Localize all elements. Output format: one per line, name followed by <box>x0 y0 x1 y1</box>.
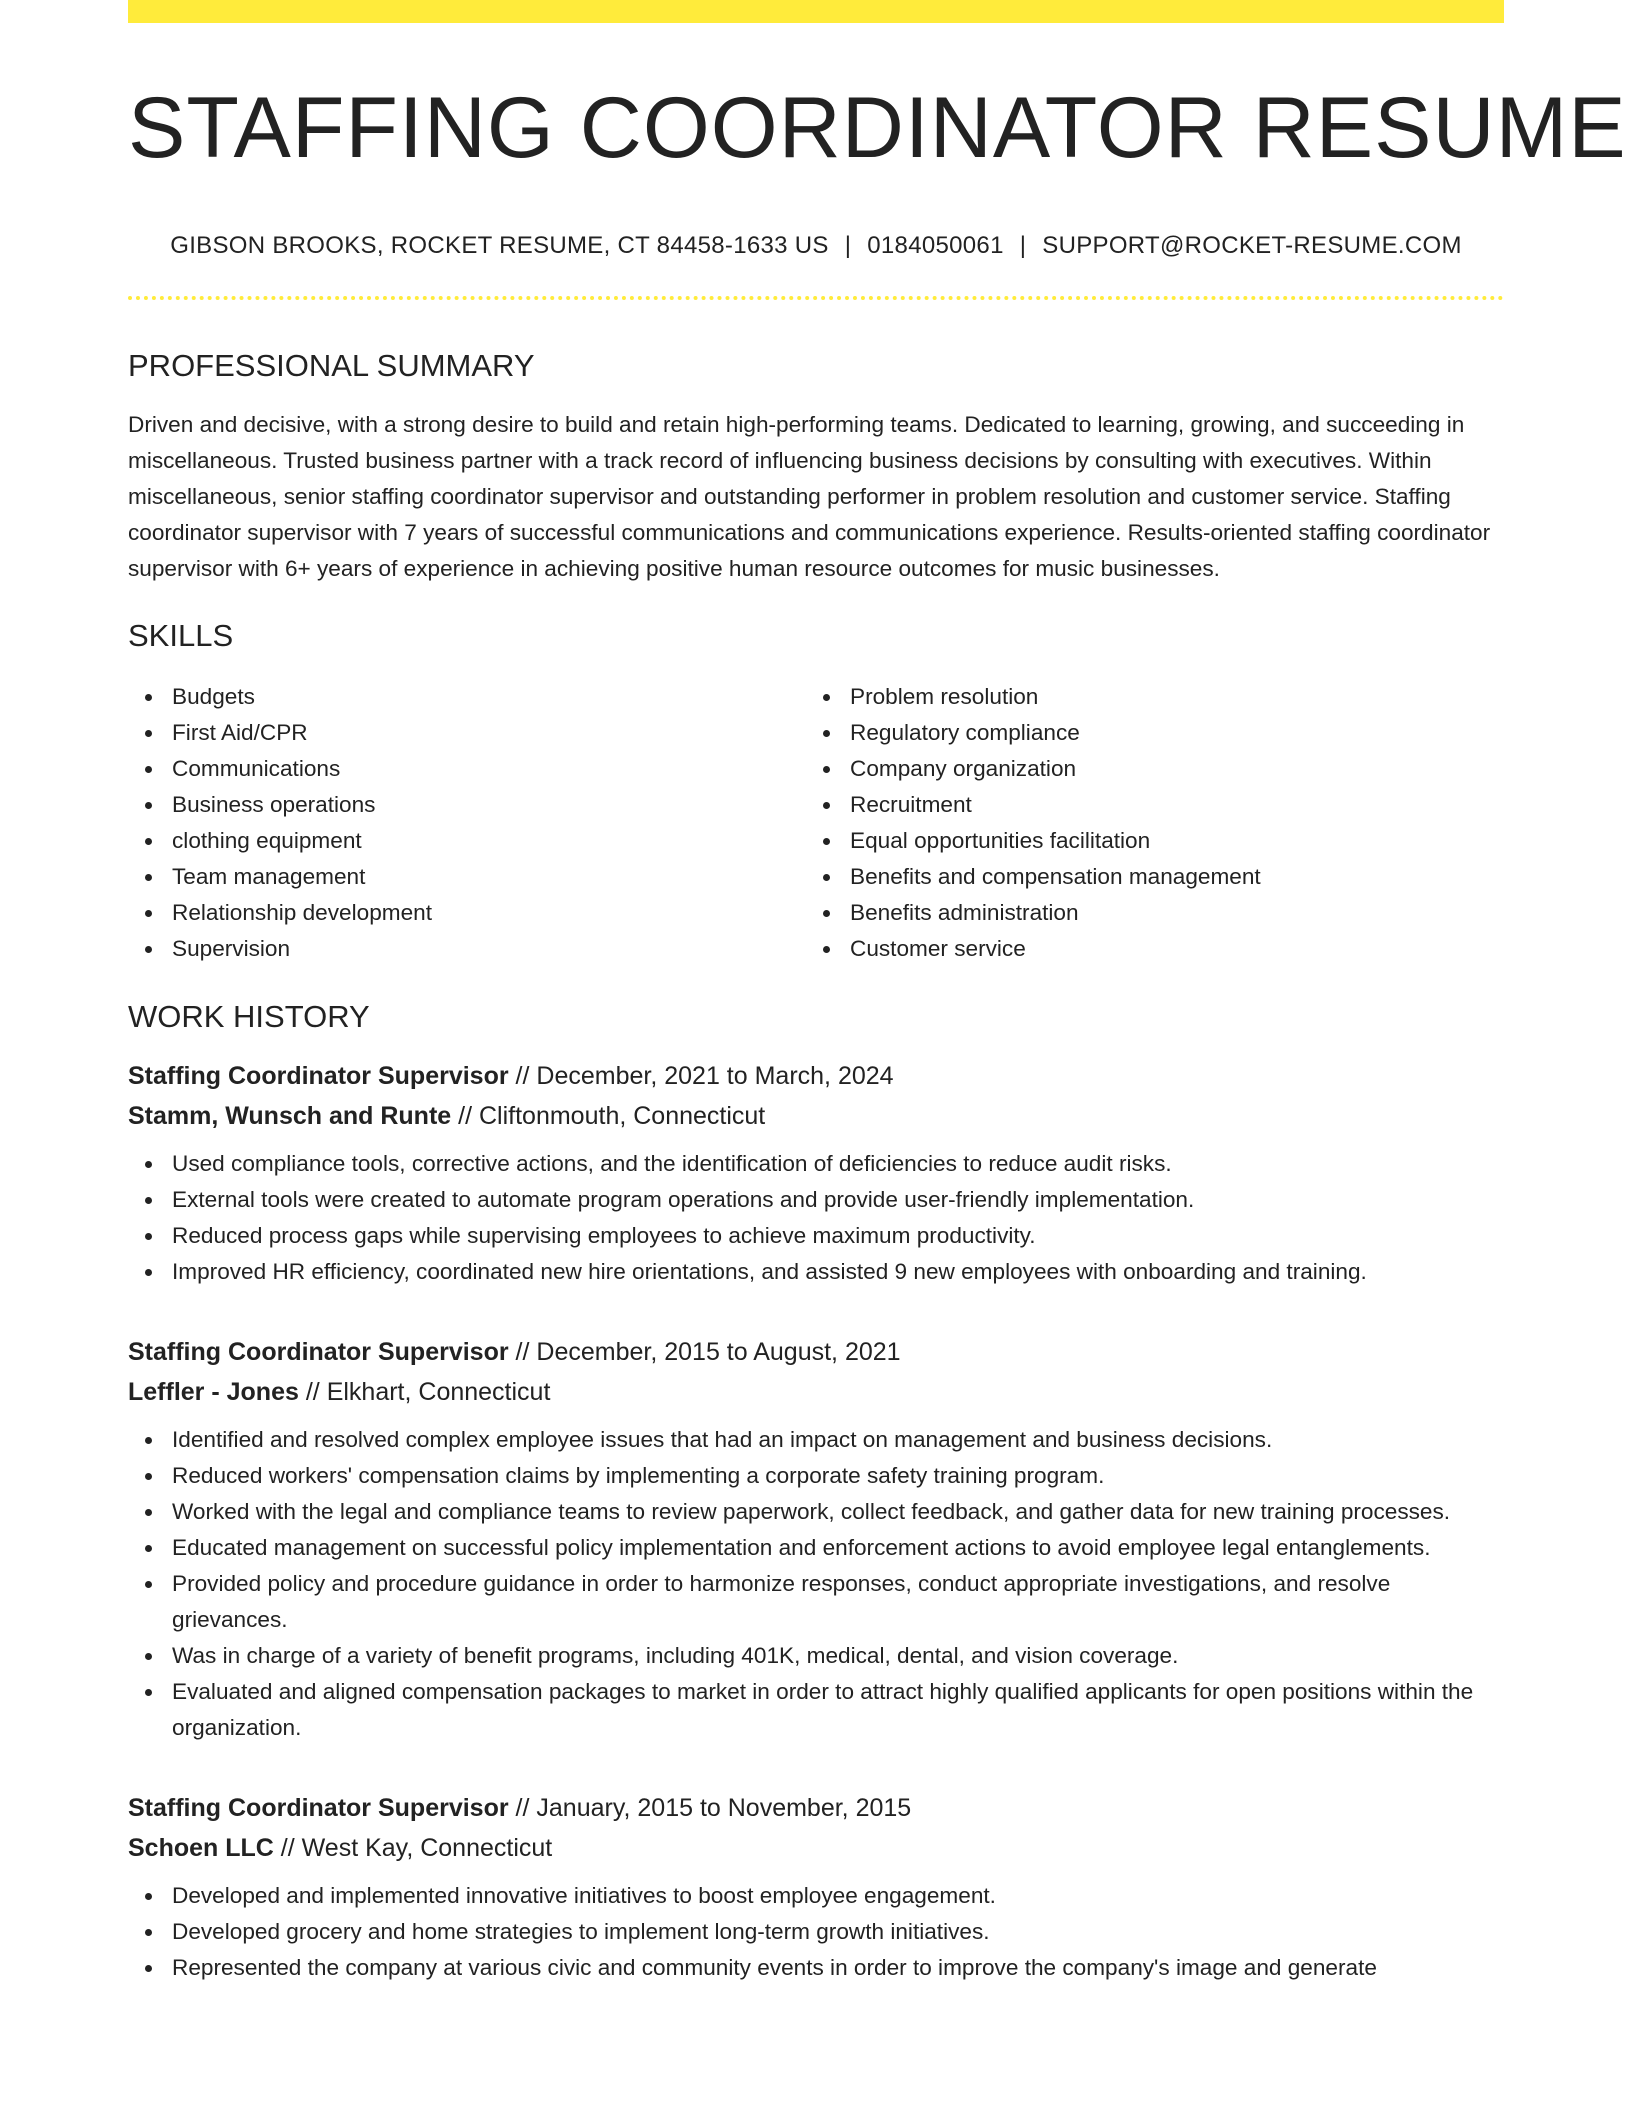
job-separator: // <box>515 1794 530 1822</box>
summary-heading: PROFESSIONAL SUMMARY <box>128 348 535 383</box>
job-bullets <box>128 1146 1504 1290</box>
contact-line <box>128 232 1504 260</box>
job-location: Cliftonmouth, Connecticut <box>479 1102 766 1130</box>
skill-item: Communications <box>128 751 806 787</box>
skill-item: Regulatory compliance <box>806 715 1484 751</box>
skill-item: Business operations <box>128 787 806 823</box>
job-bullet: Identified and resolved complex employee issues that had an impact on management and business decisions. <box>128 1422 1504 1458</box>
job-bullet: External tools were created to automate program operations and provide user-friendly implementation. <box>128 1182 1504 1218</box>
skill-item: Customer service <box>806 931 1484 967</box>
job-company-line <box>128 1372 1504 1412</box>
skill-item: First Aid/CPR <box>128 715 806 751</box>
skill-item: Company organization <box>806 751 1484 787</box>
job-bullet: Was in charge of a variety of benefit programs, including 401K, medical, dental, and vision coverage. <box>128 1638 1504 1674</box>
job-bullet: Reduced process gaps while supervising employees to achieve maximum productivity. <box>128 1218 1504 1254</box>
job-company-line <box>128 1828 1504 1868</box>
skill-item: Problem resolution <box>806 679 1484 715</box>
resume-title: STAFFING COORDINATOR RESUME <box>128 80 1627 176</box>
skill-item: clothing equipment <box>128 823 806 859</box>
job-bullet: Developed grocery and home strategies to implement long-term growth initiatives. <box>128 1914 1504 1950</box>
job-bullets <box>128 1878 1504 1986</box>
job-location: Elkhart, Connecticut <box>326 1378 551 1406</box>
job-bullet: Worked with the legal and compliance teams to review paperwork, collect feedback, and gather data for new training processes. <box>128 1494 1504 1530</box>
job-bullet: Improved HR efficiency, coordinated new hire orientations, and assisted 9 new employees with onboarding and training. <box>128 1254 1504 1290</box>
job-title: Staffing Coordinator Supervisor <box>128 1794 509 1822</box>
job-company-line <box>128 1096 1504 1136</box>
job-bullet: Evaluated and aligned compensation packages to market in order to attract highly qualified applicants for open positions within the organization. <box>128 1674 1504 1746</box>
job-entry <box>128 1056 1504 1290</box>
skill-item: Benefits and compensation management <box>806 859 1484 895</box>
resume-page <box>128 0 1627 1986</box>
job-separator: // <box>305 1378 320 1406</box>
job-title-line <box>128 1056 1504 1096</box>
skill-item: Budgets <box>128 679 806 715</box>
job-dates: January, 2015 to November, 2015 <box>536 1794 912 1822</box>
job-bullets <box>128 1422 1504 1746</box>
job-separator: // <box>458 1102 473 1130</box>
job-bullet: Educated management on successful policy implementation and enforcement actions to avoid employee legal entanglements. <box>128 1530 1504 1566</box>
skill-item: Benefits administration <box>806 895 1484 931</box>
job-title: Staffing Coordinator Supervisor <box>128 1338 509 1366</box>
skills-column-left <box>128 679 806 967</box>
job-dates: December, 2015 to August, 2021 <box>536 1338 901 1366</box>
skill-item: Recruitment <box>806 787 1484 823</box>
summary-text: Driven and decisive, with a strong desire to build and retain high-performing teams. Dedicated to learning, growing, and succeeding in miscellaneous. Trusted business partner with a track record of influencing business decisions by consulting with executives. Within miscellaneous, senior staffing coordinator supervisor and outstanding performer in problem resolution and customer service. Staffing coordinator supervisor with 7 years of successful communications and communications experience. Results-oriented staffing coordinator supervisor with 6+ years of experience in achieving positive human resource outcomes for music businesses. <box>128 412 1491 581</box>
contact-email: SUPPORT@ROCKET-RESUME.COM <box>1042 232 1462 259</box>
contact-separator: | <box>1019 232 1027 259</box>
skills-list <box>128 679 1504 967</box>
job-bullet: Developed and implemented innovative initiatives to boost employee engagement. <box>128 1878 1504 1914</box>
contact-address: GIBSON BROOKS, ROCKET RESUME, CT 84458-1633 US <box>170 232 829 259</box>
work-history-heading: WORK HISTORY <box>128 999 370 1034</box>
job-separator: // <box>280 1834 295 1862</box>
job-bullet: Represented the company at various civic and community events in order to improve the company's image and generate <box>128 1950 1504 1986</box>
job-entry <box>128 1788 1504 1986</box>
job-separator: // <box>515 1338 530 1366</box>
job-title: Staffing Coordinator Supervisor <box>128 1062 509 1090</box>
skills-heading: SKILLS <box>128 618 234 653</box>
accent-top-bar <box>128 0 1504 23</box>
skills-column-right <box>806 679 1484 967</box>
job-company: Leffler - Jones <box>128 1378 299 1406</box>
job-company: Schoen LLC <box>128 1834 274 1862</box>
job-company: Stamm, Wunsch and Runte <box>128 1102 452 1130</box>
contact-separator: | <box>844 232 852 259</box>
job-bullet: Used compliance tools, corrective actions, and the identification of deficiencies to reduce audit risks. <box>128 1146 1504 1182</box>
job-location: West Kay, Connecticut <box>301 1834 553 1862</box>
skill-item: Supervision <box>128 931 806 967</box>
skill-item: Equal opportunities facilitation <box>806 823 1484 859</box>
job-title-line <box>128 1788 1504 1828</box>
job-bullet: Provided policy and procedure guidance in order to harmonize responses, conduct appropriate investigations, and resolve grievances. <box>128 1566 1504 1638</box>
job-dates: December, 2021 to March, 2024 <box>536 1062 894 1090</box>
contact-phone: 0184050061 <box>867 232 1004 259</box>
skill-item: Relationship development <box>128 895 806 931</box>
skill-item: Team management <box>128 859 806 895</box>
job-entry <box>128 1332 1504 1746</box>
job-title-line <box>128 1332 1504 1372</box>
dotted-divider <box>128 296 1504 300</box>
job-bullet: Reduced workers' compensation claims by implementing a corporate safety training program. <box>128 1458 1504 1494</box>
job-separator: // <box>515 1062 530 1090</box>
